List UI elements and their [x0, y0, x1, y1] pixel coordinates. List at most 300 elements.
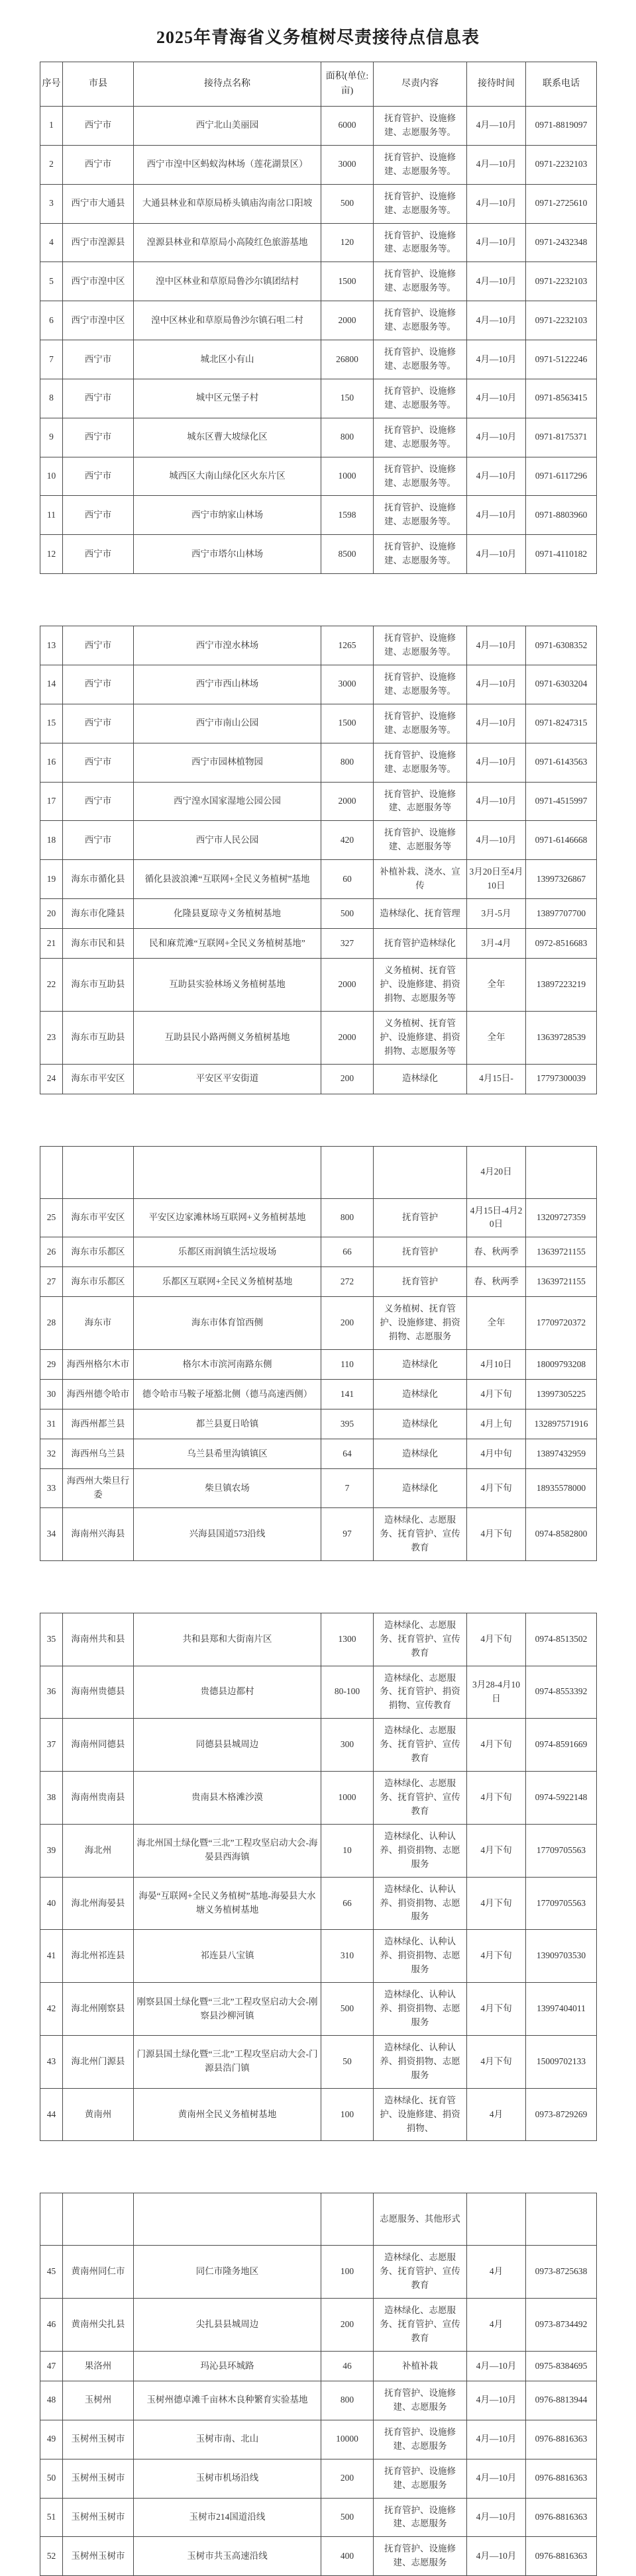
table-cell: 海南州贵德县: [63, 1666, 134, 1719]
table-cell: 4月—10月: [467, 340, 526, 379]
table-cell: 52: [40, 2537, 63, 2576]
table-cell: 17: [40, 782, 63, 821]
table-cell: 23: [40, 1011, 63, 1064]
table-cell: 1265: [321, 626, 374, 665]
table-cell: 同仁市隆务地区: [134, 2246, 321, 2299]
table-cell: 抚育管护、设施修建、志愿服务等。: [374, 535, 467, 574]
table-cell: [526, 1146, 597, 1198]
table-cell: 0976-8816363: [526, 2498, 597, 2537]
table-cell: 13997326867: [526, 860, 597, 899]
table-cell: 10000: [321, 2420, 374, 2459]
table-row: [40, 184, 597, 223]
table-cell: 抚育管护、设施修建、志愿服务等。: [374, 665, 467, 704]
table-cell: 15009702133: [526, 2035, 597, 2088]
table-cell: 0976-8816363: [526, 2537, 597, 2576]
table-cell: 200: [321, 2299, 374, 2352]
table-cell: 平安区平安街道: [134, 1064, 321, 1094]
table-cell: 46: [321, 2351, 374, 2381]
table-row: [40, 1666, 597, 1719]
table-cell: 310: [321, 1930, 374, 1983]
table-cell: 4月: [467, 2088, 526, 2141]
table-cell: 4月—10月: [467, 704, 526, 743]
table-cell: 2000: [321, 782, 374, 821]
table-cell: 抚育管护、设施修建、志愿服务等。: [374, 301, 467, 340]
table-row: [40, 2299, 597, 2352]
table-section-5: [40, 2193, 596, 2576]
table-cell: 4月—10月: [467, 379, 526, 418]
table-cell: 海东市化隆县: [63, 899, 134, 929]
table-cell: 13909703530: [526, 1930, 597, 1983]
table-cell: 西宁市西山林场: [134, 665, 321, 704]
table-cell: 4月—10月: [467, 301, 526, 340]
table-cell: 0971-6143563: [526, 743, 597, 782]
reception-points-table: [40, 2193, 597, 2576]
table-cell: 全年: [467, 1011, 526, 1064]
table-cell: 柴旦镇农场: [134, 1469, 321, 1508]
table-cell: 39: [40, 1824, 63, 1877]
table-cell: 4月—10月: [467, 2420, 526, 2459]
table-cell: 西宁市: [63, 418, 134, 457]
table-cell: 海南州兴海县: [63, 1508, 134, 1561]
table-cell: 13997404011: [526, 1983, 597, 2036]
column-header: 序号: [40, 62, 63, 107]
table-cell: 抚育管护、设施修建、志愿服务等。: [374, 145, 467, 184]
table-cell: 乐都区雨润镇生活垃圾场: [134, 1237, 321, 1267]
table-cell: 尖扎县县城周边: [134, 2299, 321, 2352]
table-cell: 造林绿化、抚育管理: [374, 899, 467, 929]
table-row: [40, 665, 597, 704]
table-cell: 60: [321, 860, 374, 899]
table-cell: 海东市平安区: [63, 1064, 134, 1094]
table-cell: 0971-8819097: [526, 107, 597, 146]
table-cell: 0972-8516683: [526, 929, 597, 959]
table-cell: 8: [40, 379, 63, 418]
table-cell: 4月下旬: [467, 1508, 526, 1561]
table-cell: 志愿服务、其他形式: [374, 2193, 467, 2246]
table-row: [40, 1824, 597, 1877]
table-cell: 4月—10月: [467, 626, 526, 665]
table-cell: 500: [321, 184, 374, 223]
table-row: [40, 959, 597, 1012]
table-cell: 300: [321, 1719, 374, 1772]
table-cell: 16: [40, 743, 63, 782]
table-cell: 共和县郑和大街南片区: [134, 1613, 321, 1666]
table-cell: [374, 1146, 467, 1198]
table-cell: 兴海县国道573沿线: [134, 1508, 321, 1561]
table-cell: 51: [40, 2498, 63, 2537]
table-cell: 0971-2232103: [526, 262, 597, 301]
table-cell: 80-100: [321, 1666, 374, 1719]
table-cell: 抚育管护、设施修建、志愿服务等。: [374, 379, 467, 418]
table-cell: 德令哈市马鞍子垭豁北侧（德马高速西侧）: [134, 1380, 321, 1409]
continuation-row: [40, 2193, 597, 2246]
table-cell: 城西区大南山绿化区火东片区: [134, 457, 321, 496]
table-cell: 平安区边家滩林场互联网+义务植树基地: [134, 1198, 321, 1237]
table-row: [40, 929, 597, 959]
table-cell: 110: [321, 1350, 374, 1380]
table-cell: 1500: [321, 262, 374, 301]
table-cell: 抚育管护、设施修建、志愿服务等。: [374, 496, 467, 535]
table-cell: 4月20日: [467, 1146, 526, 1198]
table-cell: 200: [321, 2459, 374, 2498]
table-row: [40, 821, 597, 860]
table-cell: 15: [40, 704, 63, 743]
table-cell: 门源县国土绿化暨“三北”工程攻坚启动大会-门源县浩门镇: [134, 2035, 321, 2088]
table-cell: 34: [40, 1508, 63, 1561]
table-cell: 城东区曹大坡绿化区: [134, 418, 321, 457]
table-cell: 玛沁县环城路: [134, 2351, 321, 2381]
table-cell: 40: [40, 1877, 63, 1930]
table-row: [40, 418, 597, 457]
table-cell: 0971-8563415: [526, 379, 597, 418]
table-cell: 2: [40, 145, 63, 184]
table-cell: 4月下旬: [467, 1930, 526, 1983]
table-cell: 造林绿化、认种认养、捐资捐物、志愿服务: [374, 1930, 467, 1983]
table-cell: 800: [321, 743, 374, 782]
table-cell: 黄南州全民义务植树基地: [134, 2088, 321, 2141]
table-row: [40, 2420, 597, 2459]
table-cell: 4月下旬: [467, 1469, 526, 1508]
table-cell: 西宁市塔尔山林场: [134, 535, 321, 574]
table-row: [40, 1877, 597, 1930]
table-cell: 海西州格尔木市: [63, 1350, 134, 1380]
table-section-3: [40, 1146, 596, 1561]
page-title: 2025年青海省义务植树尽责接待点信息表: [156, 28, 480, 47]
table-cell: 500: [321, 899, 374, 929]
table-cell: 0971-5122246: [526, 340, 597, 379]
table-row: [40, 301, 597, 340]
table-cell: 800: [321, 1198, 374, 1237]
table-cell: 1500: [321, 704, 374, 743]
table-cell: 造林绿化、志愿服务、抚育管护、宣传教育: [374, 1772, 467, 1825]
table-cell: 造林绿化: [374, 1064, 467, 1094]
table-cell: 义务植树、抚育管护、设施修建、捐资捐物、志愿服务等: [374, 959, 467, 1012]
table-cell: 海东市乐都区: [63, 1237, 134, 1267]
table-cell: 200: [321, 1297, 374, 1350]
table-cell: 4月—10月: [467, 2537, 526, 2576]
table-row: [40, 899, 597, 929]
table-cell: 互助县实验林场义务植树基地: [134, 959, 321, 1012]
table-cell: 造林绿化、认种认养、捐资捐物、志愿服务: [374, 1983, 467, 2036]
table-cell: 民和麻荒滩“互联网+全民义务植树基地”: [134, 929, 321, 959]
table-cell: 0973-8729269: [526, 2088, 597, 2141]
table-cell: [40, 2193, 63, 2246]
table-cell: 0976-8816363: [526, 2459, 597, 2498]
table-cell: 0971-8247315: [526, 704, 597, 743]
table-cell: 抚育管护、设施修建、志愿服务: [374, 2498, 467, 2537]
table-cell: 海西州都兰县: [63, 1409, 134, 1439]
table-cell: 500: [321, 1983, 374, 2036]
table-cell: 9: [40, 418, 63, 457]
table-cell: 4月—10月: [467, 145, 526, 184]
table-cell: 22: [40, 959, 63, 1012]
table-cell: 造林绿化、志愿服务、抚育管护、宣传教育: [374, 1508, 467, 1561]
table-cell: 0976-8813944: [526, 2381, 597, 2420]
table-cell: 海东市循化县: [63, 860, 134, 899]
table-row: [40, 1930, 597, 1983]
table-cell: 海西州德令哈市: [63, 1380, 134, 1409]
table-cell: 4月15日-: [467, 1064, 526, 1094]
table-cell: 海东市: [63, 1297, 134, 1350]
table-cell: 120: [321, 223, 374, 262]
table-cell: 46: [40, 2299, 63, 2352]
table-section-1: [40, 62, 596, 574]
table-row: [40, 2537, 597, 2576]
table-cell: 2000: [321, 959, 374, 1012]
table-cell: 玉树州玉树市: [63, 2498, 134, 2537]
table-cell: 100: [321, 2246, 374, 2299]
table-cell: 17709705563: [526, 1877, 597, 1930]
table-cell: 0971-4110182: [526, 535, 597, 574]
table-cell: 0974-8582800: [526, 1508, 597, 1561]
table-cell: 4月中旬: [467, 1439, 526, 1469]
table-cell: 4月—10月: [467, 2459, 526, 2498]
table-cell: 35: [40, 1613, 63, 1666]
table-row: [40, 1508, 597, 1561]
table-row: [40, 1439, 597, 1469]
table-cell: 3月-5月: [467, 899, 526, 929]
table-cell: 西宁市园林植物园: [134, 743, 321, 782]
table-cell: 海北州: [63, 1824, 134, 1877]
table-cell: [321, 2193, 374, 2246]
table-cell: 城中区元堡子村: [134, 379, 321, 418]
table-cell: 4月—10月: [467, 223, 526, 262]
column-header: 市县: [63, 62, 134, 107]
table-cell: 抚育管护、设施修建、志愿服务: [374, 2381, 467, 2420]
table-section-2: [40, 626, 596, 1094]
reception-points-table: [40, 1613, 597, 2142]
table-cell: 0973-8725638: [526, 2246, 597, 2299]
table-cell: 0976-8816363: [526, 2420, 597, 2459]
table-cell: 4月下旬: [467, 1877, 526, 1930]
table-cell: 海西州大柴旦行委: [63, 1469, 134, 1508]
table-cell: 45: [40, 2246, 63, 2299]
table-cell: 327: [321, 929, 374, 959]
table-cell: 西宁市: [63, 821, 134, 860]
table-cell: 化隆县夏琼寺义务植树基地: [134, 899, 321, 929]
table-cell: 抚育管护、设施修建、志愿服务等。: [374, 743, 467, 782]
table-cell: 0973-8734492: [526, 2299, 597, 2352]
table-cell: 海东市民和县: [63, 929, 134, 959]
table-cell: 海南州贵南县: [63, 1772, 134, 1825]
table-cell: 西宁湟水国家湿地公园公园: [134, 782, 321, 821]
table-cell: 4月—10月: [467, 743, 526, 782]
table-cell: 31: [40, 1409, 63, 1439]
table-cell: 395: [321, 1409, 374, 1439]
table-cell: [467, 2193, 526, 2246]
table-row: [40, 1469, 597, 1508]
table-cell: [134, 1146, 321, 1198]
table-cell: 4月—10月: [467, 2381, 526, 2420]
page-break-gap: [0, 1561, 636, 1613]
table-cell: 19: [40, 860, 63, 899]
table-cell: 7: [40, 340, 63, 379]
table-row: [40, 2351, 597, 2381]
table-cell: 西宁市人民公园: [134, 821, 321, 860]
table-cell: 海北州国土绿化暨“三北”工程攻坚启动大会-海晏县西海镇: [134, 1824, 321, 1877]
table-cell: 26: [40, 1237, 63, 1267]
table-cell: 抚育管护、设施修建、志愿服务等。: [374, 457, 467, 496]
table-cell: 抚育管护、设施修建、志愿服务等: [374, 821, 467, 860]
table-cell: 玉树市共玉高速沿线: [134, 2537, 321, 2576]
column-header: 尽责内容: [374, 62, 467, 107]
table-cell: 抚育管护: [374, 1237, 467, 1267]
table-cell: 5: [40, 262, 63, 301]
table-cell: 乌兰县希里沟镇镇区: [134, 1439, 321, 1469]
table-cell: 420: [321, 821, 374, 860]
table-row: [40, 782, 597, 821]
reception-points-table: [40, 626, 597, 1094]
table-cell: 抚育管护、设施修建、志愿服务等。: [374, 704, 467, 743]
table-cell: 21: [40, 929, 63, 959]
table-cell: 抚育管护、设施修建、志愿服务等。: [374, 184, 467, 223]
table-cell: 玉树州玉树市: [63, 2537, 134, 2576]
table-cell: 0974-8591669: [526, 1719, 597, 1772]
table-cell: 玉树州玉树市: [63, 2459, 134, 2498]
table-cell: 29: [40, 1350, 63, 1380]
table-cell: 造林绿化、志愿服务、抚育管护、宣传教育: [374, 2246, 467, 2299]
table-cell: 玉树州德卓滩千亩林木良种繁育实验基地: [134, 2381, 321, 2420]
table-cell: 抚育管护、设施修建、志愿服务: [374, 2537, 467, 2576]
table-row: [40, 262, 597, 301]
table-cell: 0971-6146668: [526, 821, 597, 860]
table-cell: 66: [321, 1877, 374, 1930]
continuation-row: [40, 1146, 597, 1198]
table-cell: 造林绿化、志愿服务、抚育管护、捐资捐物、宣传教育: [374, 1666, 467, 1719]
column-header: 面积(单位:亩): [321, 62, 374, 107]
table-cell: 0974-8553392: [526, 1666, 597, 1719]
table-row: [40, 1198, 597, 1237]
table-row: [40, 145, 597, 184]
table-cell: 4月上旬: [467, 1409, 526, 1439]
table-cell: 3月28-4月10日: [467, 1666, 526, 1719]
table-cell: 同德县县城周边: [134, 1719, 321, 1772]
table-cell: [134, 2193, 321, 2246]
table-cell: 37: [40, 1719, 63, 1772]
table-row: [40, 2088, 597, 2141]
table-cell: 海东市平安区: [63, 1198, 134, 1237]
table-cell: 补植补栽、浇水、宣传: [374, 860, 467, 899]
table-cell: 玉树市214国道沿线: [134, 2498, 321, 2537]
table-cell: 海东市体育馆西侧: [134, 1297, 321, 1350]
table-cell: 8500: [321, 535, 374, 574]
table-cell: 造林绿化、志愿服务、抚育管护、宣传教育: [374, 1719, 467, 1772]
table-cell: [63, 1146, 134, 1198]
table-cell: 西宁市湟源县: [63, 223, 134, 262]
table-cell: [63, 2193, 134, 2246]
table-cell: 西宁市: [63, 626, 134, 665]
table-cell: 4月下旬: [467, 1613, 526, 1666]
table-cell: 西宁市纳家山林场: [134, 496, 321, 535]
table-cell: 1300: [321, 1613, 374, 1666]
table-cell: 义务植树、抚育管护、设施修建、捐资捐物、志愿服务等: [374, 1011, 467, 1064]
table-cell: 4月下旬: [467, 1772, 526, 1825]
table-cell: 造林绿化: [374, 1409, 467, 1439]
table-cell: 1: [40, 107, 63, 146]
table-cell: 海北州海晏县: [63, 1877, 134, 1930]
table-cell: 13639721155: [526, 1237, 597, 1267]
table-cell: 3月20日至4月10日: [467, 860, 526, 899]
table-cell: 2000: [321, 1011, 374, 1064]
table-cell: 海南州同德县: [63, 1719, 134, 1772]
table-cell: 28: [40, 1297, 63, 1350]
table-cell: 0971-2725610: [526, 184, 597, 223]
table-cell: 0971-4515997: [526, 782, 597, 821]
reception-points-table: [40, 1146, 597, 1561]
table-cell: 义务植树、抚育管护、设施修建、捐资捐物、志愿服务: [374, 1297, 467, 1350]
table-row: [40, 2035, 597, 2088]
table-cell: 25: [40, 1198, 63, 1237]
table-row: [40, 1297, 597, 1350]
table-cell: 3月-4月: [467, 929, 526, 959]
table-cell: 12: [40, 535, 63, 574]
table-cell: 41: [40, 1930, 63, 1983]
table-cell: 抚育管护、设施修建、志愿服务: [374, 2459, 467, 2498]
column-header: 联系电话: [526, 62, 597, 107]
table-cell: 66: [321, 1237, 374, 1267]
table-cell: 4月下旬: [467, 1983, 526, 2036]
table-cell: 42: [40, 1983, 63, 2036]
table-cell: 4月—10月: [467, 457, 526, 496]
table-cell: 造林绿化、志愿服务、抚育管护、宣传教育: [374, 1613, 467, 1666]
table-cell: 贵德县边都村: [134, 1666, 321, 1719]
table-cell: 14: [40, 665, 63, 704]
table-cell: 海西州乌兰县: [63, 1439, 134, 1469]
table-cell: 海东市互助县: [63, 959, 134, 1012]
table-cell: 100: [321, 2088, 374, 2141]
table-cell: 抚育管护、设施修建、志愿服务等。: [374, 418, 467, 457]
table-cell: 50: [321, 2035, 374, 2088]
table-cell: 17797300039: [526, 1064, 597, 1094]
table-cell: 4月15日-4月20日: [467, 1198, 526, 1237]
table-cell: 13897432959: [526, 1439, 597, 1469]
table-cell: 海晏“互联网+全民义务植树”基地-海晏县大水塘义务植树基地: [134, 1877, 321, 1930]
table-row: [40, 626, 597, 665]
table-row: [40, 1409, 597, 1439]
table-cell: 3: [40, 184, 63, 223]
table-cell: 43: [40, 2035, 63, 2088]
column-header: 接待时间: [467, 62, 526, 107]
table-cell: 49: [40, 2420, 63, 2459]
table-cell: 造林绿化、志愿服务、抚育管护、宣传教育: [374, 2299, 467, 2352]
table-cell: 玉树市南、北山: [134, 2420, 321, 2459]
table-cell: 西宁市: [63, 340, 134, 379]
table-cell: 海东市乐都区: [63, 1267, 134, 1297]
table-cell: 循化县波浪滩“互联网+全民义务植树”基地: [134, 860, 321, 899]
table-cell: 西宁市: [63, 535, 134, 574]
table-cell: 造林绿化、抚育管护、设施修建、捐资捐物、: [374, 2088, 467, 2141]
table-cell: 13639721155: [526, 1267, 597, 1297]
table-cell: 抚育管护: [374, 1198, 467, 1237]
table-cell: [321, 1146, 374, 1198]
table-cell: 30: [40, 1380, 63, 1409]
table-cell: 西宁市: [63, 145, 134, 184]
table-cell: 全年: [467, 1297, 526, 1350]
table-cell: 13997305225: [526, 1380, 597, 1409]
table-cell: 抚育管护、设施修建、志愿服务等。: [374, 262, 467, 301]
table-row: [40, 457, 597, 496]
table-cell: 补植补栽: [374, 2351, 467, 2381]
table-cell: 造林绿化: [374, 1350, 467, 1380]
table-cell: 44: [40, 2088, 63, 2141]
table-cell: 湟中区林业和草原局鲁沙尔镇团结村: [134, 262, 321, 301]
table-cell: 132897571916: [526, 1409, 597, 1439]
table-cell: 3000: [321, 665, 374, 704]
table-cell: 13897707700: [526, 899, 597, 929]
table-cell: 4月—10月: [467, 535, 526, 574]
table-cell: 4月—10月: [467, 184, 526, 223]
table-cell: 141: [321, 1380, 374, 1409]
